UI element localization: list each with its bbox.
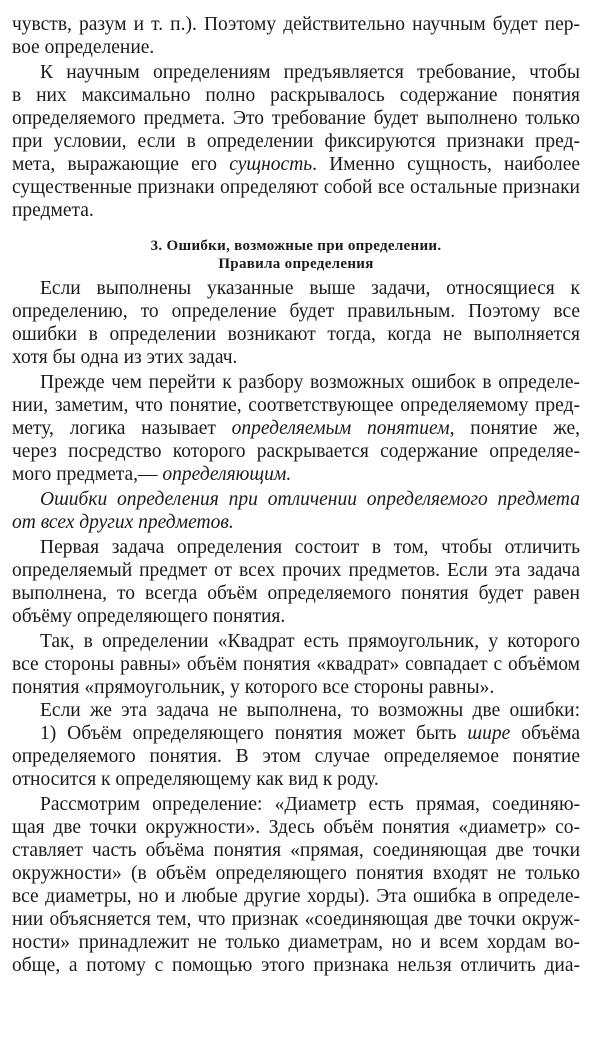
text-line: определяемого понятия. В этом случае определяемое понятие — [12, 746, 580, 767]
text-line: определению, то определение будет правильным. Поэтому все — [12, 301, 580, 322]
emphasis-text: Ошибки определения при отличении определяемого предмета — [40, 489, 580, 510]
text-span: . Именно сущность, наиболее — [312, 154, 581, 175]
text-line — [12, 418, 580, 440]
text-line: существенные признаки определяют собой все остальные признаки — [12, 177, 580, 198]
emphasis-text: сущность — [229, 154, 313, 175]
emphasis-text: определяющим. — [162, 464, 292, 485]
text-span: объёма — [521, 723, 581, 744]
text-line: щая две точки окружности». Здесь объём понятия «диаметр» со- — [12, 817, 580, 838]
text-line: нии, заметим, что понятие, соответствующее определяемому пред- — [12, 395, 580, 416]
text-line: ности» принадлежит не только диаметрам, но и всем хордам во- — [12, 932, 580, 953]
text-span: мого предмета,— — [12, 464, 158, 485]
text-line: выполнена, то всегда объём определяемого понятия будет равен — [12, 583, 580, 604]
text-line: ставляет часть объёма понятия «прямая, соединяющая две точки — [12, 840, 580, 861]
text-line: Рассмотрим определение: «Диаметр есть прямая, соединяю- — [40, 794, 580, 815]
text-line: Прежде чем перейти к разбору возможных ошибок в определе- — [40, 372, 580, 393]
text-line: Если же эта задача не выполнена, то возможны две ошибки: — [40, 700, 580, 721]
text-line — [12, 723, 580, 745]
text-line: определяемый предмет от всех прочих предметов. Если эта задача — [12, 560, 580, 581]
text-line: обще, а потому с помощью этого признака нельзя отличить диа- — [12, 955, 580, 976]
text-line: ошибки в определении возникают тогда, когда не выполняется — [12, 324, 580, 345]
text-line — [12, 154, 580, 176]
text-line: все диаметры, но и любые другие хорды). Эта ошибка в определе- — [12, 886, 580, 907]
emphasis-text: от всех других предметов. — [12, 512, 234, 533]
text-line: при условии, если в определении фиксируются признаки пред- — [12, 131, 580, 152]
text-line: в них максимально полно раскрывалось содержание понятия — [12, 85, 580, 106]
text-span: , понятие же, — [449, 418, 580, 439]
text-span: мета, выражающие его — [12, 154, 218, 175]
text-line: вое определение. — [12, 37, 155, 58]
emphasis-text: шире — [467, 723, 511, 744]
text-line: Так, в определении «Квадрат есть прямоугольник, у которого — [40, 631, 580, 652]
text-span: мету, логика называет — [12, 418, 216, 439]
section-subheading: Правила определения — [218, 256, 374, 272]
italic-subheading — [12, 489, 580, 511]
text-line: определяемого предмета. Это требование будет выполнено только — [12, 108, 580, 129]
text-line: Если выполнены указанные выше задачи, относящиеся к — [40, 278, 580, 299]
text-line: объёму определяющего понятия. — [12, 606, 286, 627]
text-line: относится к определяющему как вид к роду. — [12, 769, 379, 790]
text-span: 1) Объём определяющего понятия может быть — [40, 723, 457, 744]
text-line: предмета. — [12, 200, 94, 221]
text-line: Первая задача определения состоит в том, чтобы отличить — [40, 537, 580, 558]
text-line: К научным определениям предъявляется требование, чтобы — [40, 62, 580, 83]
text-line: через посредство которого раскрывается содержание определяе- — [12, 441, 580, 462]
text-line: хотя бы одна из этих задач. — [12, 347, 238, 368]
italic-subheading — [12, 512, 580, 534]
emphasis-text: определяемым понятием — [231, 418, 450, 439]
text-line: чувств, разум и т. п.). Поэтому действительно научным будет пер- — [12, 14, 580, 35]
text-line — [12, 464, 580, 486]
text-line: нии объясняется тем, что признак «соединяющая две точки окруж- — [12, 909, 580, 930]
text-line: все стороны равны» объём понятия «квадрат» совпадает с объёмом — [12, 654, 580, 675]
section-heading: 3. Ошибки, возможные при определении. — [150, 238, 442, 254]
text-line: окружности» (в объём определяющего понятия входят не только — [12, 863, 580, 884]
text-line: понятия «прямоугольник, у которого все стороны равны». — [12, 677, 495, 698]
